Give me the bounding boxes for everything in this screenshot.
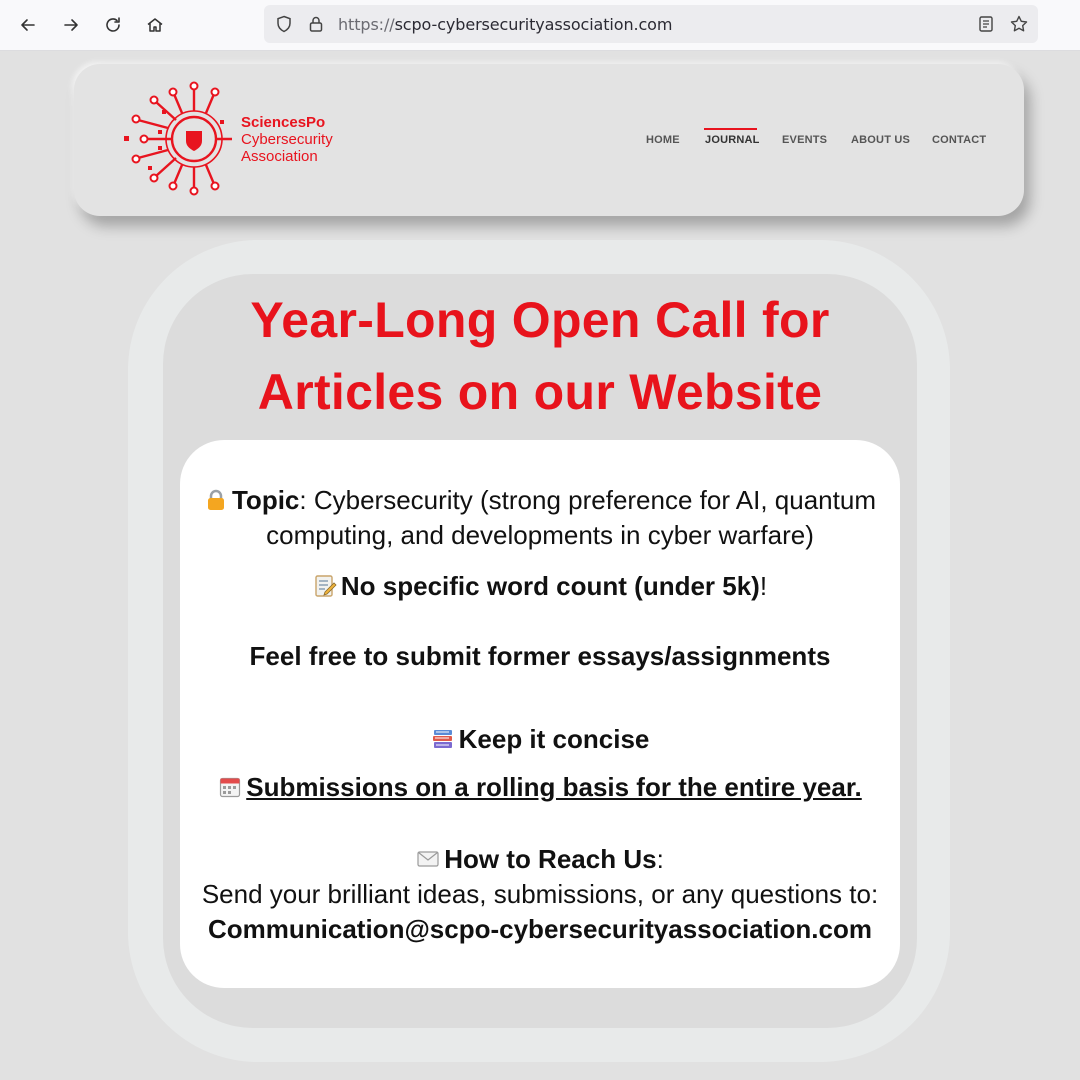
former-essays-line	[180, 641, 900, 672]
reach-us-text: Send your brilliant ideas, submissions, or any questions to:	[201, 879, 879, 909]
forward-button[interactable]	[58, 12, 84, 38]
nav-journal[interactable]: JOURNAL	[705, 134, 760, 146]
site-header	[74, 64, 1024, 216]
page-title	[163, 284, 917, 428]
title-line-1: Year-Long Open Call for	[250, 292, 830, 348]
reach-us-suffix: :	[656, 844, 664, 874]
concise-text: Keep it concise	[458, 724, 650, 754]
lock-emoji-icon	[204, 488, 228, 512]
active-nav-indicator	[704, 128, 757, 130]
word-count-line	[180, 571, 900, 602]
rolling-basis-suffix: .	[854, 772, 862, 802]
calendar-emoji-icon	[218, 775, 242, 799]
nav-events[interactable]: EVENTS	[782, 134, 828, 146]
arrow-left-icon	[18, 15, 38, 35]
back-button[interactable]	[15, 12, 41, 38]
word-count-text: No specific word count (under 5k)	[340, 571, 760, 601]
logo-wordmark[interactable]	[241, 114, 333, 165]
home-button[interactable]	[142, 12, 168, 38]
url-protocol: https://	[338, 15, 395, 34]
topic-text-2: computing, and developments in cyber warfare)	[266, 520, 814, 550]
memo-emoji-icon	[313, 574, 337, 598]
books-emoji-icon	[431, 727, 455, 751]
bookmark-star-icon[interactable]	[1009, 14, 1029, 34]
topic-paragraph	[180, 483, 900, 553]
home-icon	[145, 15, 165, 35]
reader-view-icon[interactable]	[976, 14, 996, 34]
nav-home[interactable]: HOME	[646, 134, 680, 146]
reload-button[interactable]	[100, 12, 126, 38]
contact-block	[180, 842, 900, 947]
association-logo[interactable]	[116, 80, 236, 198]
envelope-emoji-icon	[416, 847, 440, 871]
title-line-2: Articles on our Website	[257, 364, 823, 420]
former-essays-text: Feel free to submit former essays/assignments	[249, 641, 831, 671]
lock-icon[interactable]	[306, 14, 326, 34]
logo-line3: Association	[241, 148, 318, 165]
contact-email[interactable]: Communication@scpo-cybersecurityassociation.com	[208, 914, 872, 944]
concise-line	[180, 724, 900, 755]
browser-toolbar	[0, 0, 1080, 51]
rolling-basis-line	[180, 772, 900, 803]
url-text	[338, 15, 672, 34]
nav-about-us[interactable]: ABOUT US	[851, 134, 911, 146]
shield-icon[interactable]	[274, 14, 294, 34]
reach-us-label: How to Reach Us	[444, 844, 657, 874]
circuit-shield-logo-icon	[116, 80, 236, 198]
logo-line2: Cybersecurity	[241, 131, 333, 148]
url-host: scpo-cybersecurityassociation.com	[394, 15, 673, 34]
address-bar[interactable]	[264, 5, 1038, 43]
nav-contact[interactable]: CONTACT	[932, 134, 987, 146]
arrow-right-icon	[61, 15, 81, 35]
word-count-suffix: !	[759, 571, 768, 601]
topic-label: Topic	[231, 485, 300, 515]
reload-icon	[103, 15, 123, 35]
topic-text-1: : Cybersecurity (strong preference for AI, quantum	[299, 485, 876, 515]
rolling-basis-text: Submissions on a rolling basis for the entire year	[246, 772, 855, 802]
logo-line1: SciencesPo	[241, 114, 326, 131]
